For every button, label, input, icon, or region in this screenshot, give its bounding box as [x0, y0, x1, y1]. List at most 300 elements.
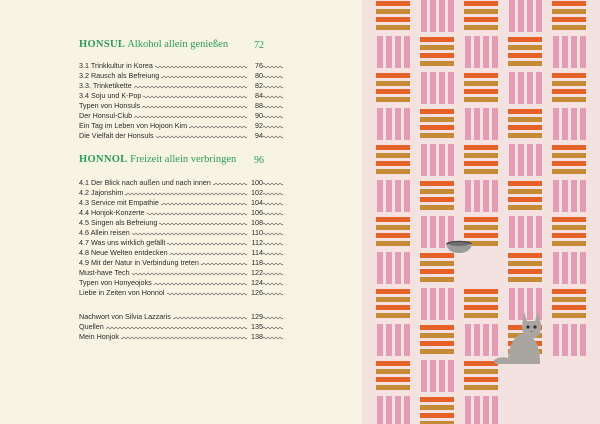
pattern-stripe	[464, 1, 498, 6]
toc-entry-page: 84	[247, 91, 263, 101]
toc-entry[interactable]	[79, 268, 263, 278]
pattern-stripe	[464, 73, 498, 78]
pattern-stripe	[552, 145, 586, 150]
toc-entry-label: Liebe in Zeiten von Honnol	[79, 288, 165, 297]
toc-entry-page: 112	[247, 238, 263, 248]
pattern-stripe	[376, 17, 410, 22]
pattern-stripe	[518, 0, 524, 32]
pattern-tile	[464, 36, 498, 68]
pattern-stripe	[448, 360, 454, 392]
pattern-stripe	[395, 36, 401, 68]
pattern-stripe	[404, 324, 410, 356]
pattern-stripe	[448, 144, 454, 176]
pattern-stripe	[420, 189, 454, 194]
pattern-stripe	[552, 297, 586, 302]
toc-entry-label: 4.8 Neue Welten entdecken	[79, 248, 168, 257]
toc-entry-label: 3.2 Rausch als Befreiung	[79, 71, 160, 80]
pattern-tile	[464, 72, 498, 104]
pattern-stripe	[552, 73, 586, 78]
cat-icon	[484, 310, 544, 366]
toc-entry-label: 3.4 Soju und K-Pop	[79, 91, 142, 100]
pattern-stripe	[420, 397, 454, 402]
pattern-stripe	[508, 253, 542, 258]
pattern-stripe	[464, 377, 498, 382]
pattern-stripe	[553, 324, 559, 356]
pattern-stripe	[421, 0, 427, 32]
toc-entry-label: Must-have Tech	[79, 268, 130, 277]
pattern-stripe	[430, 288, 436, 320]
toc-entry[interactable]	[79, 248, 263, 258]
pattern-stripe	[474, 108, 480, 140]
pattern-stripe	[509, 0, 515, 32]
pattern-tile	[464, 144, 498, 176]
pattern-tile	[552, 108, 586, 140]
toc-entry[interactable]	[79, 121, 263, 131]
pattern-stripe	[536, 0, 542, 32]
pattern-stripe	[527, 72, 533, 104]
toc-entry[interactable]	[79, 178, 263, 188]
pattern-stripe	[386, 108, 392, 140]
toc-entry-label: 4.2 Jajonshim	[79, 188, 124, 197]
pattern-stripe	[421, 144, 427, 176]
pattern-stripe	[464, 385, 498, 390]
chapter-heading-honnol[interactable]	[79, 154, 236, 165]
pattern-stripe	[439, 144, 445, 176]
pattern-stripe	[536, 72, 542, 104]
pattern-stripe	[508, 277, 542, 282]
toc-entry-label: 3.3. Trinketikette	[79, 81, 132, 90]
toc-entry[interactable]	[79, 101, 263, 111]
pattern-stripe	[508, 181, 542, 186]
pattern-stripe	[465, 324, 471, 356]
pattern-stripe	[376, 73, 410, 78]
pattern-stripe	[421, 360, 427, 392]
toc-entry[interactable]	[79, 111, 263, 121]
pattern-stripe	[386, 396, 392, 424]
toc-entry-page: 114	[247, 248, 263, 258]
pattern-stripe	[552, 1, 586, 6]
toc-entry-page: 90	[247, 111, 263, 121]
pattern-stripe	[580, 36, 586, 68]
pattern-stripe	[420, 325, 454, 330]
pattern-stripe	[376, 153, 410, 158]
pattern-stripe	[376, 161, 410, 166]
pattern-tile	[376, 324, 410, 356]
pattern-stripe	[395, 180, 401, 212]
pattern-stripe	[552, 9, 586, 14]
pattern-stripe	[376, 305, 410, 310]
pattern-tile	[376, 216, 410, 248]
pattern-stripe	[377, 36, 383, 68]
toc-entry-page: 88	[247, 101, 263, 111]
pattern-stripe	[518, 216, 524, 248]
pattern-stripe	[376, 25, 410, 30]
pattern-stripe	[439, 72, 445, 104]
pattern-stripe	[464, 9, 498, 14]
pattern-stripe	[536, 216, 542, 248]
pattern-stripe	[580, 108, 586, 140]
pattern-stripe	[448, 0, 454, 32]
pattern-tile	[552, 0, 586, 32]
pattern-stripe	[420, 333, 454, 338]
pattern-stripe	[404, 180, 410, 212]
pattern-stripe	[420, 133, 454, 138]
toc-entry-label: Quellen	[79, 322, 104, 331]
pattern-stripe	[553, 180, 559, 212]
pattern-stripe	[376, 9, 410, 14]
pattern-tile	[552, 324, 586, 356]
pattern-stripe	[483, 108, 489, 140]
pattern-stripe	[552, 225, 586, 230]
pattern-tile	[464, 396, 498, 424]
pattern-tile	[420, 396, 454, 424]
pattern-stripe	[552, 89, 586, 94]
toc-entry-page: 76	[247, 61, 263, 71]
pattern-stripe	[376, 169, 410, 174]
chapter-prefix: HONSUL	[79, 39, 126, 50]
pattern-stripe	[395, 396, 401, 424]
pattern-stripe	[464, 161, 498, 166]
toc-entry-label: 4.7 Was uns wirklich gefällt	[79, 238, 166, 247]
pattern-stripe	[464, 169, 498, 174]
pattern-stripe	[430, 360, 436, 392]
pattern-tile	[552, 36, 586, 68]
food-bowl-icon	[444, 240, 474, 254]
pattern-stripe	[404, 36, 410, 68]
pattern-stripe	[376, 217, 410, 222]
toc-entry-page: 94	[247, 131, 263, 141]
pattern-stripe	[580, 180, 586, 212]
pattern-stripe	[483, 36, 489, 68]
pattern-tile	[508, 0, 542, 32]
pattern-stripe	[536, 144, 542, 176]
pattern-stripe	[571, 324, 577, 356]
pattern-stripe	[465, 396, 471, 424]
pattern-stripe	[430, 72, 436, 104]
pattern-stripe	[483, 396, 489, 424]
pattern-tile	[552, 252, 586, 284]
pattern-tile	[552, 72, 586, 104]
toc-entry[interactable]	[79, 332, 263, 342]
pattern-tile	[376, 252, 410, 284]
pattern-stripe	[508, 53, 542, 58]
pattern-tile	[420, 360, 454, 392]
toc-entry[interactable]	[79, 278, 263, 288]
pattern-stripe	[464, 81, 498, 86]
pattern-tile	[464, 180, 498, 212]
pattern-stripe	[421, 72, 427, 104]
pattern-stripe	[464, 153, 498, 158]
pattern-stripe	[376, 289, 410, 294]
pattern-stripe	[552, 17, 586, 22]
pattern-tile	[420, 36, 454, 68]
pattern-stripe	[439, 0, 445, 32]
pattern-stripe	[439, 360, 445, 392]
pattern-stripe	[448, 288, 454, 320]
pattern-stripe	[376, 369, 410, 374]
pattern-stripe	[508, 189, 542, 194]
toc-entry-label: Ein Tag im Leben von Hojoon Kim	[79, 121, 188, 130]
pattern-stripe	[376, 233, 410, 238]
toc-entry[interactable]	[79, 198, 263, 208]
toc-entry-label: 4.6 Allein reisen	[79, 228, 130, 237]
pattern-stripe	[376, 225, 410, 230]
pattern-stripe	[508, 109, 542, 114]
pattern-stripe	[464, 89, 498, 94]
pattern-stripe	[508, 261, 542, 266]
pattern-tile	[420, 144, 454, 176]
pattern-stripe	[377, 108, 383, 140]
pattern-tile	[376, 108, 410, 140]
pattern-tile	[376, 396, 410, 424]
pattern-stripe	[420, 205, 454, 210]
toc-entry-page: 100	[247, 178, 263, 188]
pattern-tile	[376, 180, 410, 212]
chapter-title: Freizeit allein verbringen	[127, 154, 237, 165]
pattern-stripe	[420, 37, 454, 42]
pattern-stripe	[376, 97, 410, 102]
toc-entry-page: 102	[247, 188, 263, 198]
pattern-tile	[420, 0, 454, 32]
pattern-stripe	[376, 313, 410, 318]
toc-entry-page: 104	[247, 198, 263, 208]
pattern-stripe	[508, 61, 542, 66]
chapter-heading-honsul[interactable]	[79, 39, 228, 50]
toc-entry[interactable]	[79, 258, 263, 268]
toc-entry-label: 4.5 Singen als Befreiung	[79, 218, 158, 227]
pattern-tile	[552, 144, 586, 176]
chapter-page-number: 72	[254, 40, 264, 51]
pattern-stripe	[464, 17, 498, 22]
toc-entry-page: 80	[247, 71, 263, 81]
toc-entry-label: Mein Honjok	[79, 332, 119, 341]
pattern-stripe	[465, 36, 471, 68]
pattern-stripe	[562, 180, 568, 212]
pattern-stripe	[420, 349, 454, 354]
pattern-stripe	[420, 109, 454, 114]
toc-entry-page: 122	[247, 268, 263, 278]
pattern-stripe	[386, 36, 392, 68]
pattern-stripe	[492, 36, 498, 68]
pattern-tile	[376, 288, 410, 320]
toc-entry-label: 4.4 Honjok-Konzerte	[79, 208, 145, 217]
pattern-stripe	[508, 125, 542, 130]
pattern-stripe	[464, 25, 498, 30]
toc-entry-label: Der Honsul-Club	[79, 111, 133, 120]
pattern-stripe	[464, 297, 498, 302]
pattern-stripe	[464, 217, 498, 222]
pattern-stripe	[509, 216, 515, 248]
pattern-stripe	[492, 108, 498, 140]
pattern-stripe	[395, 252, 401, 284]
pattern-stripe	[483, 180, 489, 212]
toc-entry[interactable]	[79, 71, 263, 81]
pattern-tile	[420, 324, 454, 356]
pattern-stripe	[420, 277, 454, 282]
pattern-stripe	[377, 180, 383, 212]
pattern-stripe	[474, 36, 480, 68]
pattern-stripe	[420, 53, 454, 58]
pattern-tile	[552, 288, 586, 320]
pattern-tile	[376, 360, 410, 392]
toc-entry[interactable]	[79, 61, 263, 71]
pattern-stripe	[474, 324, 480, 356]
toc-entry-page: 108	[247, 218, 263, 228]
pattern-tile	[464, 108, 498, 140]
pattern-stripe	[464, 145, 498, 150]
pattern-stripe	[518, 144, 524, 176]
toc-entry-label: Nachwort von Silvia Lazzaris	[79, 312, 171, 321]
pattern-tile	[508, 72, 542, 104]
pattern-stripe	[465, 180, 471, 212]
toc-entry[interactable]	[79, 188, 263, 198]
pattern-stripe	[552, 233, 586, 238]
pattern-stripe	[448, 72, 454, 104]
pattern-stripe	[464, 97, 498, 102]
pattern-stripe	[509, 144, 515, 176]
pattern-stripe	[376, 385, 410, 390]
pattern-stripe	[571, 252, 577, 284]
pattern-stripe	[376, 81, 410, 86]
toc-entry[interactable]	[79, 238, 263, 248]
pattern-stripe	[553, 108, 559, 140]
pattern-tile	[552, 216, 586, 248]
pattern-stripe	[420, 61, 454, 66]
pattern-stripe	[571, 36, 577, 68]
pattern-stripe	[439, 288, 445, 320]
toc-entry[interactable]	[79, 91, 263, 101]
toc-entry-label: 4.1 Der Blick nach außen und nach innen	[79, 178, 211, 187]
pattern-stripe	[420, 45, 454, 50]
pattern-stripe	[580, 324, 586, 356]
pattern-stripe	[430, 0, 436, 32]
pattern-tile	[420, 252, 454, 284]
toc-entry[interactable]	[79, 322, 263, 332]
pattern-stripe	[508, 269, 542, 274]
chapter-title: Alkohol allein genießen	[125, 39, 229, 50]
pattern-stripe	[509, 72, 515, 104]
pattern-stripe	[377, 324, 383, 356]
pattern-stripe	[562, 324, 568, 356]
chapter-prefix: HONNOL	[79, 154, 128, 165]
toc-entry-page: 106	[247, 208, 263, 218]
pattern-stripe	[552, 169, 586, 174]
pattern-stripe	[465, 108, 471, 140]
pattern-stripe	[553, 36, 559, 68]
pattern-stripe	[376, 1, 410, 6]
toc-entry[interactable]	[79, 288, 263, 298]
pattern-stripe	[553, 252, 559, 284]
pattern-stripe	[420, 181, 454, 186]
pattern-tile	[508, 252, 542, 284]
toc-entry[interactable]	[79, 131, 263, 141]
pattern-stripe	[571, 180, 577, 212]
pattern-stripe	[430, 144, 436, 176]
pattern-stripe	[552, 241, 586, 246]
pattern-stripe	[376, 89, 410, 94]
toc-entry[interactable]	[79, 81, 263, 91]
toc-entry[interactable]	[79, 208, 263, 218]
pattern-stripe	[420, 261, 454, 266]
pattern-stripe	[464, 289, 498, 294]
pattern-stripe	[386, 324, 392, 356]
toc-entry-page: 110	[247, 228, 263, 238]
toc-entry-page: 126	[247, 288, 263, 298]
pattern-stripe	[552, 81, 586, 86]
pattern-tile	[552, 180, 586, 212]
pattern-stripe	[508, 205, 542, 210]
pattern-tile	[420, 180, 454, 212]
pattern-tile	[420, 72, 454, 104]
pattern-stripe	[420, 125, 454, 130]
pattern-tile	[508, 36, 542, 68]
pattern-stripe	[527, 0, 533, 32]
pattern-stripe	[527, 216, 533, 248]
pattern-stripe	[404, 396, 410, 424]
pattern-stripe	[562, 36, 568, 68]
pattern-tile	[508, 180, 542, 212]
pattern-stripe	[552, 97, 586, 102]
pattern-stripe	[508, 133, 542, 138]
pattern-stripe	[395, 324, 401, 356]
pattern-stripe	[420, 269, 454, 274]
pattern-stripe	[376, 361, 410, 366]
pattern-tile	[420, 108, 454, 140]
pattern-stripe	[420, 117, 454, 122]
toc-entry[interactable]	[79, 312, 263, 322]
pattern-stripe	[404, 252, 410, 284]
pattern-stripe	[420, 341, 454, 346]
toc-entry[interactable]	[79, 218, 263, 228]
pattern-tile	[376, 0, 410, 32]
pattern-stripe	[552, 25, 586, 30]
pattern-tile	[376, 72, 410, 104]
toc-entry-page: 138	[247, 332, 263, 342]
pattern-tile	[376, 144, 410, 176]
chapter-page-number: 96	[254, 155, 264, 166]
pattern-stripe	[474, 396, 480, 424]
toc-entry-page: 135	[247, 322, 263, 332]
pattern-tile	[508, 144, 542, 176]
pattern-stripe	[376, 241, 410, 246]
pattern-stripe	[552, 217, 586, 222]
pattern-tile	[376, 36, 410, 68]
toc-entry-page: 92	[247, 121, 263, 131]
pattern-stripe	[571, 108, 577, 140]
toc-entry-label: 3.1 Trinkkultur in Korea	[79, 61, 153, 70]
pattern-stripe	[376, 377, 410, 382]
pattern-stripe	[464, 225, 498, 230]
pattern-stripe	[508, 45, 542, 50]
pattern-stripe	[580, 252, 586, 284]
toc-entry-label: 4.9 Mit der Natur in Verbindung treten	[79, 258, 199, 267]
pattern-stripe	[552, 153, 586, 158]
pattern-stripe	[508, 37, 542, 42]
pattern-tile	[508, 108, 542, 140]
toc-entry[interactable]	[79, 228, 263, 238]
pattern-stripe	[552, 161, 586, 166]
pattern-tile	[420, 288, 454, 320]
pattern-tile	[508, 216, 542, 248]
pattern-stripe	[527, 144, 533, 176]
pattern-stripe	[430, 216, 436, 248]
pattern-stripe	[464, 369, 498, 374]
pattern-stripe	[474, 180, 480, 212]
toc-entry-label: 4.3 Service mit Empathie	[79, 198, 159, 207]
toc-entry-page: 82	[247, 81, 263, 91]
pattern-stripe	[395, 108, 401, 140]
pattern-stripe	[376, 297, 410, 302]
